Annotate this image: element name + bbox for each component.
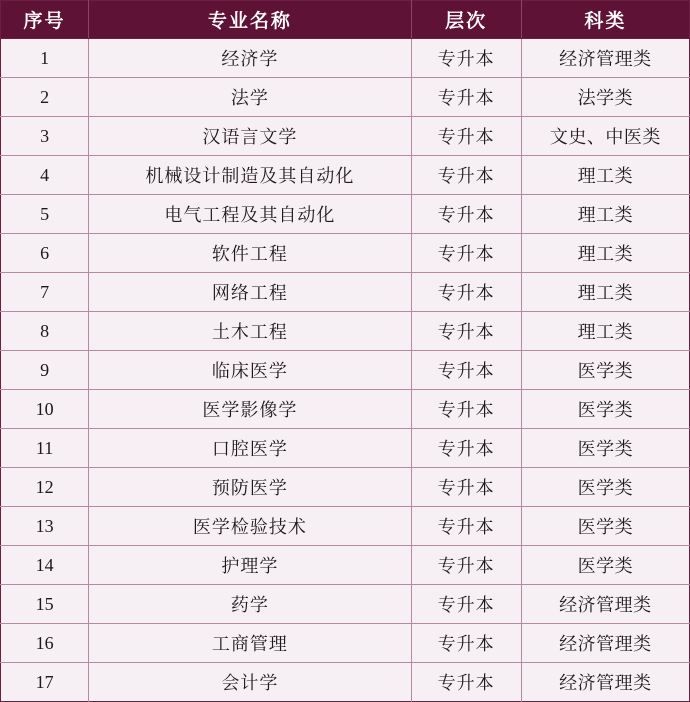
cell-name: 电气工程及其自动化 — [89, 195, 411, 234]
cell-no: 11 — [1, 429, 89, 468]
cell-name: 药学 — [89, 585, 411, 624]
cell-category: 理工类 — [521, 273, 689, 312]
table-header — [1, 1, 690, 39]
cell-category: 经济管理类 — [521, 624, 689, 663]
cell-category: 医学类 — [521, 507, 689, 546]
cell-level: 专升本 — [411, 546, 521, 585]
cell-no: 8 — [1, 312, 89, 351]
cell-category: 文史、中医类 — [521, 117, 689, 156]
cell-category: 医学类 — [521, 546, 689, 585]
cell-level: 专升本 — [411, 156, 521, 195]
cell-category: 理工类 — [521, 234, 689, 273]
cell-no: 12 — [1, 468, 89, 507]
cell-name: 网络工程 — [89, 273, 411, 312]
cell-level: 专升本 — [411, 39, 521, 78]
table-row — [1, 312, 690, 351]
cell-name: 口腔医学 — [89, 429, 411, 468]
table-row — [1, 78, 690, 117]
cell-category: 经济管理类 — [521, 585, 689, 624]
cell-category: 经济管理类 — [521, 663, 689, 702]
cell-name: 土木工程 — [89, 312, 411, 351]
cell-no: 1 — [1, 39, 89, 78]
cell-no: 3 — [1, 117, 89, 156]
cell-name: 医学影像学 — [89, 390, 411, 429]
cell-level: 专升本 — [411, 507, 521, 546]
cell-no: 6 — [1, 234, 89, 273]
cell-name: 汉语言文学 — [89, 117, 411, 156]
table-row — [1, 234, 690, 273]
cell-level: 专升本 — [411, 273, 521, 312]
cell-level: 专升本 — [411, 468, 521, 507]
cell-category: 理工类 — [521, 195, 689, 234]
cell-level: 专升本 — [411, 663, 521, 702]
cell-no: 15 — [1, 585, 89, 624]
table-header-row — [1, 1, 690, 39]
table-row — [1, 507, 690, 546]
cell-level: 专升本 — [411, 195, 521, 234]
cell-name: 机械设计制造及其自动化 — [89, 156, 411, 195]
cell-category: 理工类 — [521, 312, 689, 351]
cell-level: 专升本 — [411, 117, 521, 156]
cell-name: 工商管理 — [89, 624, 411, 663]
table-row — [1, 156, 690, 195]
cell-name: 医学检验技术 — [89, 507, 411, 546]
table-row — [1, 117, 690, 156]
cell-category: 医学类 — [521, 351, 689, 390]
cell-name: 临床医学 — [89, 351, 411, 390]
cell-no: 16 — [1, 624, 89, 663]
column-header-no: 序号 — [1, 1, 89, 39]
table-row — [1, 351, 690, 390]
cell-level: 专升本 — [411, 234, 521, 273]
table-row — [1, 546, 690, 585]
cell-name: 法学 — [89, 78, 411, 117]
cell-name: 会计学 — [89, 663, 411, 702]
cell-category: 医学类 — [521, 429, 689, 468]
cell-name: 软件工程 — [89, 234, 411, 273]
cell-no: 2 — [1, 78, 89, 117]
cell-category: 医学类 — [521, 468, 689, 507]
table-row — [1, 273, 690, 312]
cell-level: 专升本 — [411, 351, 521, 390]
cell-category: 理工类 — [521, 156, 689, 195]
cell-name: 护理学 — [89, 546, 411, 585]
table-row — [1, 429, 690, 468]
column-header-name: 专业名称 — [89, 1, 411, 39]
cell-level: 专升本 — [411, 585, 521, 624]
column-header-category: 科类 — [521, 1, 689, 39]
column-header-level: 层次 — [411, 1, 521, 39]
cell-no: 9 — [1, 351, 89, 390]
cell-category: 经济管理类 — [521, 39, 689, 78]
table-row — [1, 585, 690, 624]
cell-level: 专升本 — [411, 624, 521, 663]
cell-no: 17 — [1, 663, 89, 702]
cell-level: 专升本 — [411, 429, 521, 468]
cell-no: 10 — [1, 390, 89, 429]
cell-level: 专升本 — [411, 390, 521, 429]
table-row — [1, 390, 690, 429]
table-row — [1, 663, 690, 702]
cell-name: 经济学 — [89, 39, 411, 78]
table-row — [1, 468, 690, 507]
table-row — [1, 624, 690, 663]
cell-name: 预防医学 — [89, 468, 411, 507]
table-row — [1, 39, 690, 78]
cell-no: 13 — [1, 507, 89, 546]
cell-level: 专升本 — [411, 312, 521, 351]
cell-no: 4 — [1, 156, 89, 195]
cell-no: 7 — [1, 273, 89, 312]
cell-no: 14 — [1, 546, 89, 585]
cell-level: 专升本 — [411, 78, 521, 117]
table-row — [1, 195, 690, 234]
cell-category: 法学类 — [521, 78, 689, 117]
cell-no: 5 — [1, 195, 89, 234]
table-body — [1, 39, 690, 702]
cell-category: 医学类 — [521, 390, 689, 429]
